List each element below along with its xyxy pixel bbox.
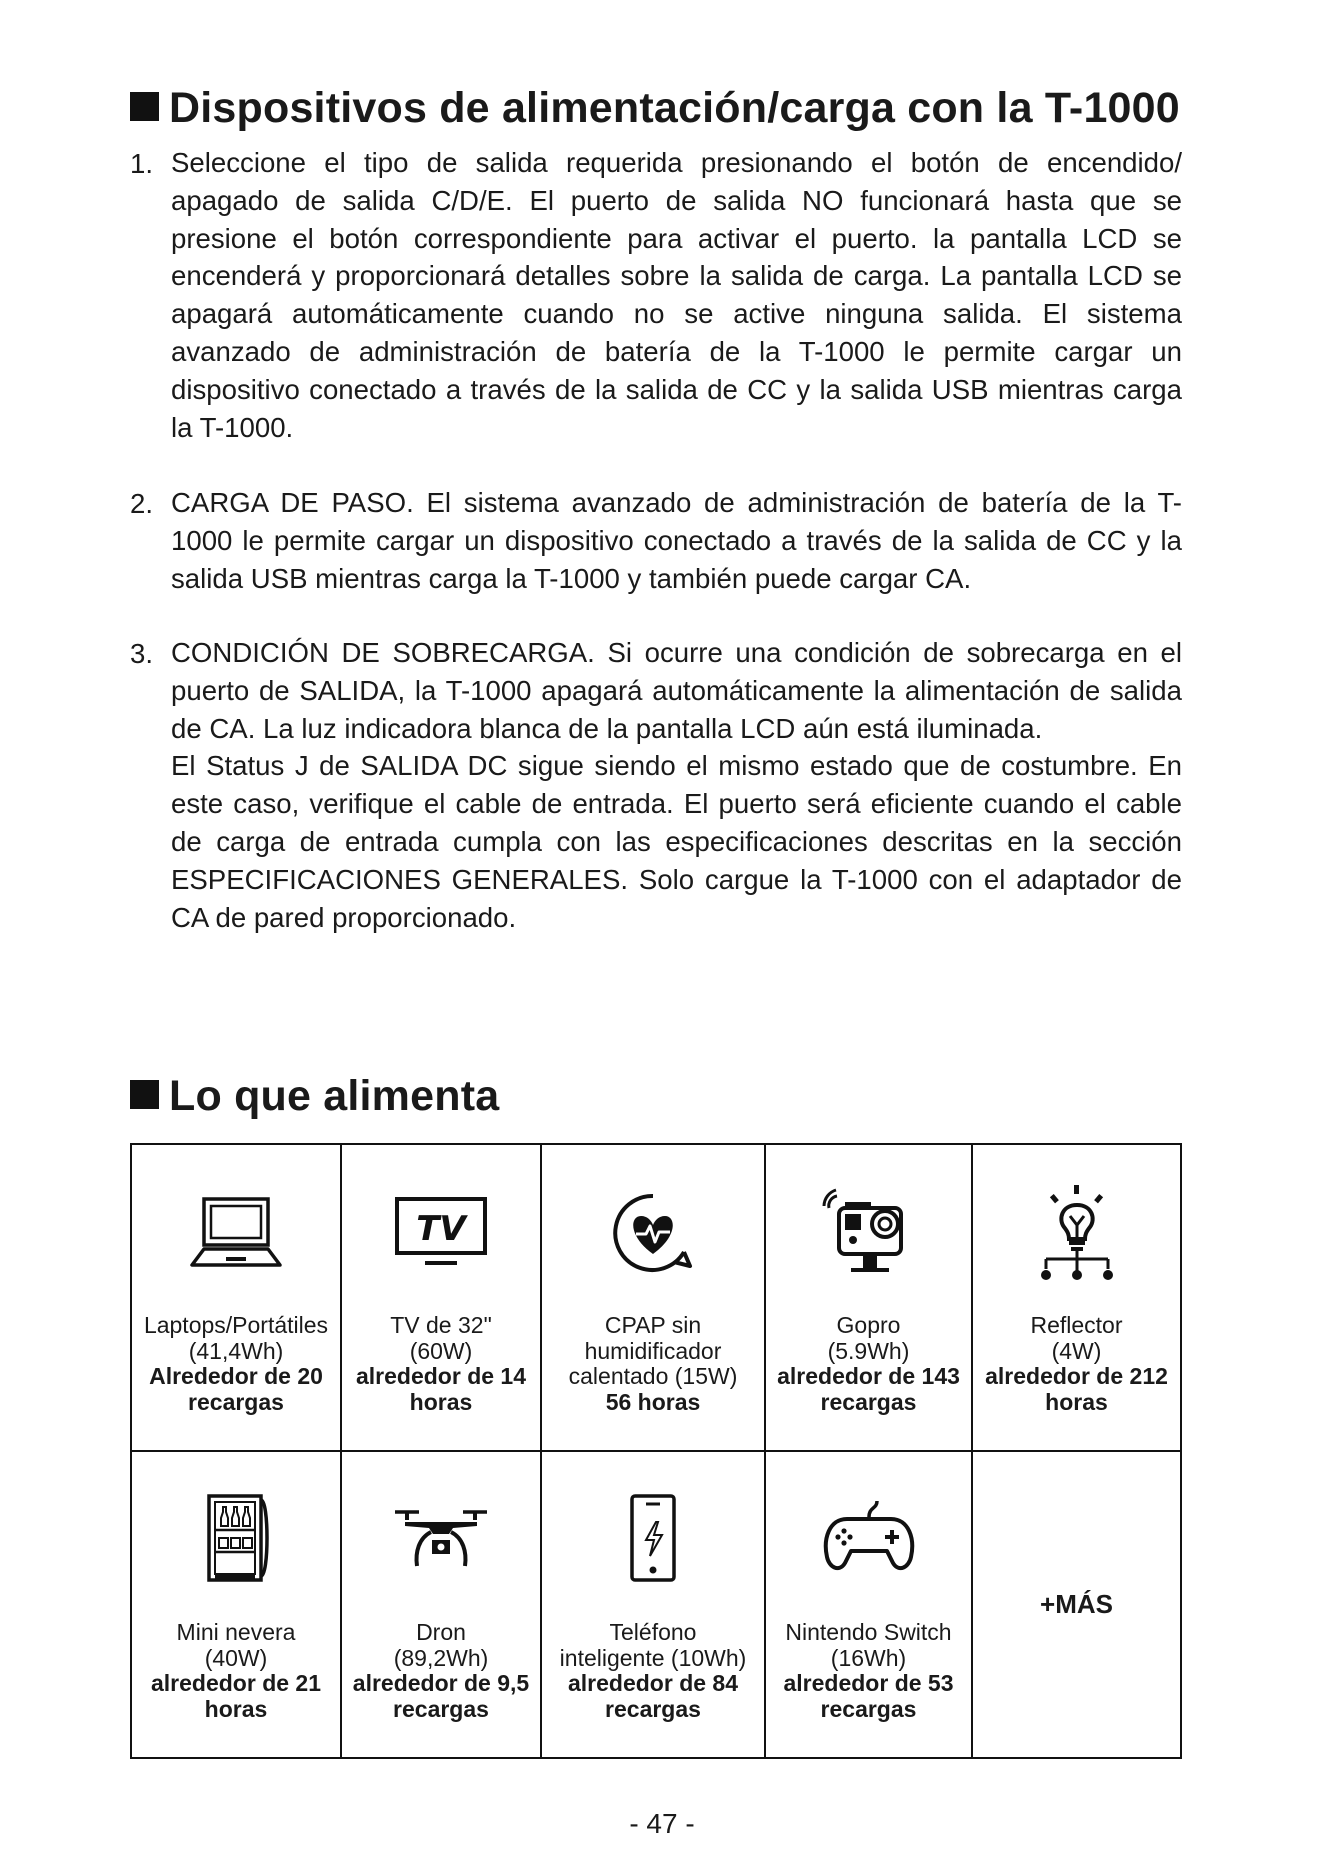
numbered-item <box>130 484 1182 597</box>
device-name: Laptops/Portátiles <box>143 1312 329 1338</box>
device-cell <box>765 1144 972 1451</box>
device-power: (60W) <box>409 1337 473 1364</box>
tv-icon <box>391 1193 491 1273</box>
drone-icon <box>391 1500 491 1580</box>
more-cell <box>972 1451 1181 1758</box>
device-runtime: 56 horas <box>605 1388 701 1415</box>
lightbulb-icon <box>1032 1183 1122 1283</box>
numbered-item <box>130 144 1182 446</box>
smartphone-icon <box>618 1490 688 1590</box>
device-name: CPAP sin humidificador <box>584 1312 722 1364</box>
item-number: 1. <box>130 148 154 179</box>
device-cell <box>341 1451 541 1758</box>
device-runtime: alrededor de 9,5 recargas <box>352 1670 530 1722</box>
device-runtime: Alrededor de 20 recargas <box>149 1363 323 1415</box>
device-runtime: alrededor de 14 horas <box>355 1363 527 1415</box>
device-power: (89,2Wh) <box>393 1644 489 1671</box>
device-name: TV de 32" <box>390 1312 492 1338</box>
device-runtime: alrededor de 143 recargas <box>777 1363 960 1415</box>
device-power: (41,4Wh) <box>188 1337 284 1364</box>
gamepad-icon <box>819 1495 919 1585</box>
device-power: (16Wh) <box>830 1644 907 1671</box>
device-name: Reflector <box>1030 1312 1123 1338</box>
device-power: (5.9Wh) <box>827 1337 910 1364</box>
laptop-icon <box>186 1193 286 1273</box>
section-title-powering <box>130 84 1180 133</box>
device-name: Teléfono <box>609 1619 697 1645</box>
devices-table <box>130 1143 1182 1759</box>
mini-fridge-icon <box>191 1490 281 1590</box>
device-cell <box>131 1451 341 1758</box>
device-runtime: alrededor de 53 recargas <box>783 1670 954 1722</box>
item-paragraph: El Status J de SALIDA DC sigue siendo el mismo estado que de costumbre. En este caso, verifique el cable de entrada. El puerto será eficiente cuando el cable de carga de entrada cumpla con las especificaciones descritas en la sección ESPECIFICACIONES GENERALES. Solo cargue la T-1000 con el adaptador de CA de pared proporcionado. <box>171 750 1182 933</box>
item-number: 3. <box>130 638 154 669</box>
device-cell <box>765 1451 972 1758</box>
device-runtime: alrededor de 84 recargas <box>567 1670 739 1722</box>
section-title-text: Lo que alimenta <box>169 1072 500 1120</box>
table-row <box>131 1451 1181 1758</box>
device-runtime: alrededor de 212 horas <box>985 1363 1168 1415</box>
cpap-heart-icon <box>608 1188 698 1278</box>
page-number: - 47 - <box>629 1808 695 1839</box>
device-cell <box>541 1144 765 1451</box>
numbered-item <box>130 634 1182 936</box>
device-cell <box>972 1144 1181 1451</box>
device-name: Nintendo Switch <box>785 1619 952 1645</box>
item-paragraph: Seleccione el tipo de salida requerida presionando el botón de encendido/ apagado de salida C/D/E. El puerto de salida NO funcionará hasta que se presione el botón correspondiente para activar el puerto. la pantalla LCD se encenderá y proporcionará detalles sobre la salida de carga. La pantalla LCD se apagará automáticamente cuando no se active ninguna salida. El sistema avanzado de administración de batería de la T-1000 le permite cargar un dispositivo conectado a través de la salida de CC y la salida USB mientras carga la T-1000. <box>171 147 1182 443</box>
device-power: (40W) <box>204 1644 268 1671</box>
device-cell <box>131 1144 341 1451</box>
section-title-text: Dispositivos de alimentación/carga con la T-1000 <box>169 84 1180 132</box>
device-runtime: alrededor de 21 horas <box>150 1670 322 1722</box>
device-cell <box>541 1451 765 1758</box>
table-row <box>131 1144 1181 1451</box>
device-power: inteligente (10Wh) <box>559 1644 747 1671</box>
more-label: +MÁS <box>1040 1588 1113 1619</box>
device-name: Gopro <box>836 1312 901 1338</box>
item-number: 2. <box>130 488 154 519</box>
section-title-what-it-powers <box>130 1072 499 1121</box>
device-cell <box>341 1144 541 1451</box>
device-name: Dron <box>416 1619 466 1645</box>
square-bullet-icon <box>130 1080 159 1109</box>
tv-icon-label: TV <box>416 1209 466 1249</box>
device-name: Mini nevera <box>176 1619 296 1645</box>
item-paragraph: CARGA DE PASO. El sistema avanzado de administración de batería de la T-1000 le permite cargar un dispositivo conectado a través de la salida de CC y la salida USB mientras carga la T-1000 y también puede cargar CA. <box>171 487 1182 594</box>
device-power: (4W) <box>1051 1337 1102 1364</box>
item-paragraph: CONDICIÓN DE SOBRECARGA. Si ocurre una condición de sobrecarga en el puerto de SALIDA, la T-1000 apagará automáticamente la alimentación de salida de CA. La luz indicadora blanca de la pantalla LCD aún está iluminada. <box>171 637 1182 744</box>
action-camera-icon <box>819 1186 919 1281</box>
square-bullet-icon <box>130 92 159 121</box>
device-power: calentado (15W) <box>568 1363 738 1389</box>
